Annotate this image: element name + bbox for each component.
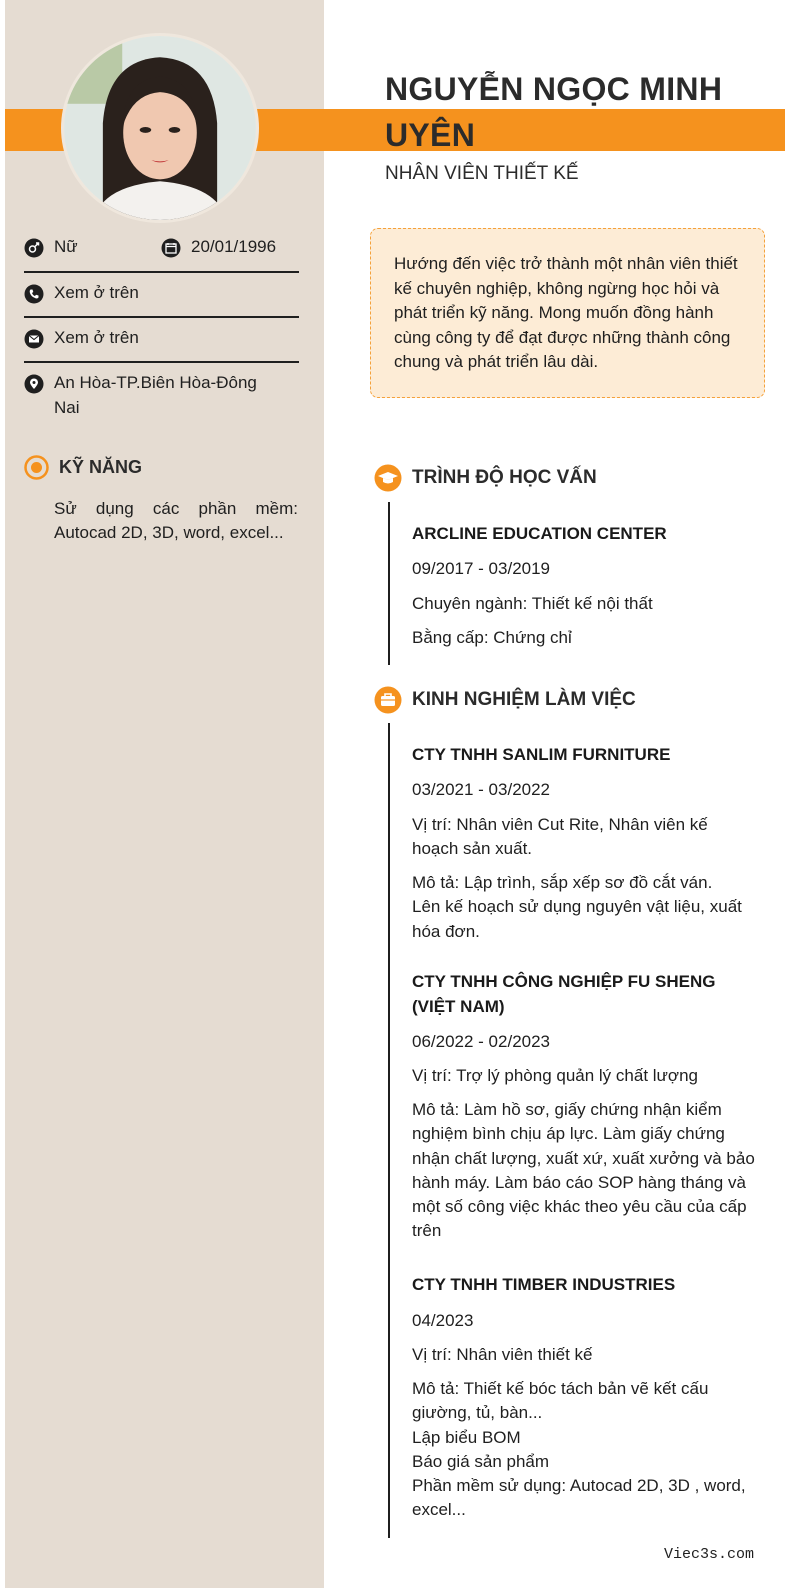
location-icon [24,374,44,394]
address-line-2: Nai [54,397,80,417]
education-major: Chuyên ngành: Thiết kế nội thất [412,594,653,613]
job-company: CTY TNHH TIMBER INDUSTRIES [412,1275,676,1294]
address-row [24,373,257,420]
avatar [61,33,259,223]
job-period: 03/2021 - 03/2022 [412,780,551,799]
job-title: NHÂN VIÊN THIẾT KẾ [385,163,579,184]
phone-value: Xem ở trên [54,283,139,302]
experience-heading [374,686,636,714]
job-description: Mô tả: Lập trình, sắp xếp sơ đồ cắt ván. Lên kế hoạch sử dụng nguyên vật liệu, xuất hóa đơn. [412,873,742,941]
address-value [54,371,257,420]
education-period: 09/2017 - 03/2019 [412,559,551,578]
email-row [24,328,139,349]
birthday-row [161,237,276,258]
job-period: 04/2023 [412,1311,474,1330]
skills-title: KỸ NĂNG [59,457,143,477]
job-position: Vị trí: Nhân viên thiết kế [412,1345,593,1364]
name-line-1: NGUYỄN NGỌC MINH [385,71,723,107]
name-line-2: UYÊN [385,117,476,153]
gender-icon [24,238,44,258]
job-company: CTY TNHH CÔNG NGHIỆP FU SHENG (VIỆT NAM) [412,972,716,1016]
email-value: Xem ở trên [54,328,139,347]
address-line-1: An Hòa-TP.Biên Hòa-Đông [54,373,257,392]
skills-text: Sử dụng các phần mềm: Autocad 2D, 3D, word, excel... [54,499,298,542]
mail-icon [24,329,44,349]
education-timeline [388,502,390,665]
divider [24,271,299,273]
experience-timeline [388,723,390,1538]
birthday-value: 20/01/1996 [191,237,277,256]
job-period: 06/2022 - 02/2023 [412,1032,551,1051]
career-objective: Hướng đến việc trở thành một nhân viên thiết kế chuyên nghiệp, không ngừng học hỏi và phát triển kỹ năng. Mong muốn đồng hành cùng công ty để đạt được những thành công chung và phát triển lâu dài. [370,228,765,398]
school-name: ARCLINE EDUCATION CENTER [412,524,667,543]
job-description: Mô tả: Làm hồ sơ, giấy chứng nhận kiểm nghiệm bình chịu áp lực. Làm giấy chứng nhận chất lượng, xuất xứ, xuất xưởng và bảo hành máy. Làm báo cáo SOP hàng tháng và một số công việc khác theo yêu cầu của cấp trên [412,1100,755,1241]
job-position: Vị trí: Nhân viên Cut Rite, Nhân viên kế hoạch sản xuất. [412,815,708,859]
briefcase-icon [374,686,402,714]
education-title: TRÌNH ĐỘ HỌC VẤN [412,467,597,488]
education-degree: Bằng cấp: Chứng chỉ [412,628,572,647]
job-position: Vị trí: Trợ lý phòng quản lý chất lượng [412,1066,698,1085]
profile-photo [64,36,256,220]
gender-row [24,237,78,258]
watermark: Viec3s.com [664,1546,755,1563]
education-heading [374,464,597,492]
phone-icon [24,284,44,304]
target-icon [24,455,49,480]
calendar-icon [161,238,181,258]
candidate-name [385,66,775,158]
skills-heading [24,455,142,480]
divider [24,361,299,363]
gender-value: Nữ [54,237,78,256]
job-description: Mô tả: Thiết kế bóc tách bản vẽ kết cấu giường, tủ, bàn... Lập biểu BOM Báo giá sản phẩm Phần mềm sử dụng: Autocad 2D, 3D , word, excel... [412,1379,746,1520]
divider [24,316,299,318]
graduation-cap-icon [374,464,402,492]
experience-title: KINH NGHIỆM LÀM VIỆC [412,689,636,710]
phone-row [24,283,139,304]
job-company: CTY TNHH SANLIM FURNITURE [412,745,671,764]
